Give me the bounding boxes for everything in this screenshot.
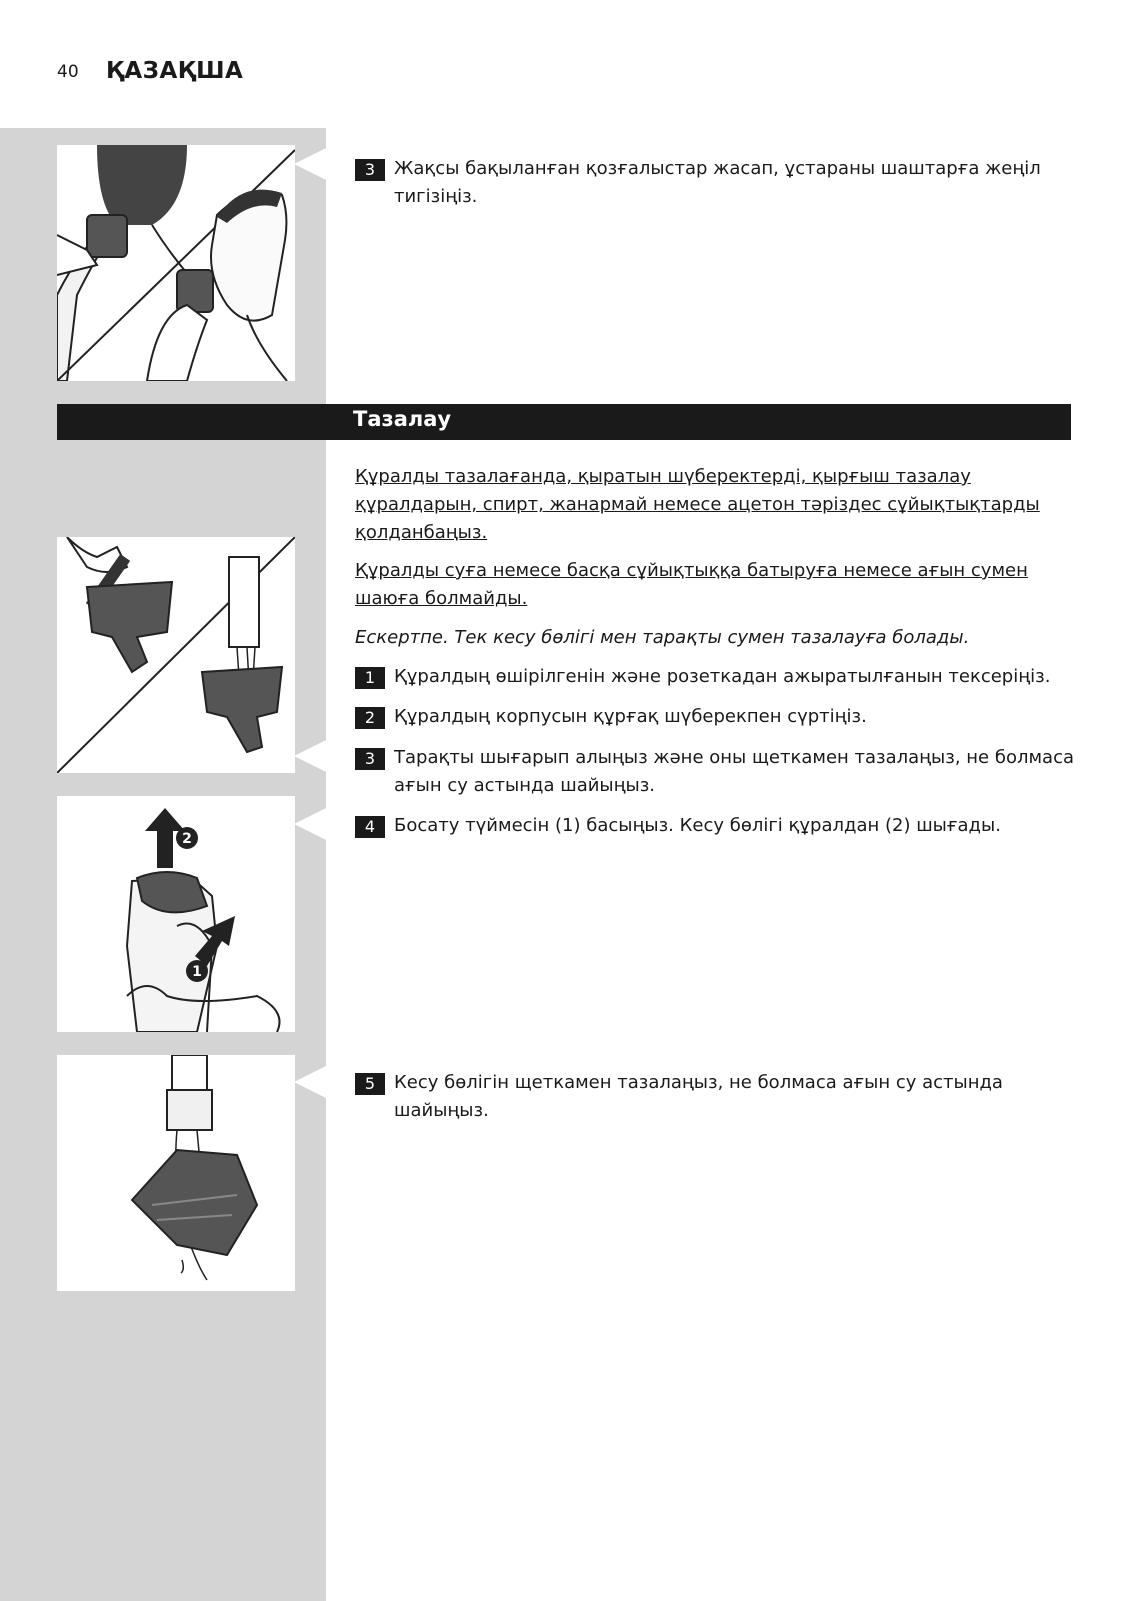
step-text: Құралдың өшірілгенін және розеткадан ажыратылғанын тексеріңіз. <box>394 666 1051 687</box>
pointer-arrow-icon <box>294 1066 326 1098</box>
step-item <box>355 812 1075 840</box>
step-item <box>355 663 1075 691</box>
step-text: Құралдың корпусын құрғақ шүберекпен сүртіңіз. <box>394 706 867 727</box>
step-item <box>355 155 1075 211</box>
step-number: 3 <box>355 159 385 181</box>
step-item <box>355 744 1075 800</box>
step-number: 5 <box>355 1073 385 1095</box>
cutting-unit-rinse-illustration <box>57 1055 295 1291</box>
step-number: 4 <box>355 816 385 838</box>
step-text: Босату түймесін (1) басыңыз. Кесу бөлігі құралдан (2) шығады. <box>394 815 1001 836</box>
haircut-illustration <box>57 145 295 381</box>
note-paragraph: Ескертпе. Тек кесу бөлігі мен тарақты сумен тазалауға болады. <box>355 627 970 648</box>
figure-label-2: 2 <box>182 831 192 847</box>
step-text: Тарақты шығарып алыңыз және оны щеткамен тазалаңыз, не болмаса ағын су астында шайыңыз. <box>394 747 1075 796</box>
step-number: 2 <box>355 707 385 729</box>
step-number: 3 <box>355 748 385 770</box>
section-banner <box>57 404 1071 440</box>
warning-paragraph <box>355 463 1075 547</box>
step-number: 1 <box>355 667 385 689</box>
section-title: Тазалау <box>353 407 452 431</box>
step-text: Кесу бөлігін щеткамен тазалаңыз, не болмаса ағын су астында шайыңыз. <box>394 1072 1003 1121</box>
warning-text: Құралды суға немесе басқа сұйықтыққа батыруға немесе ағын сумен шаюға болмайды. <box>355 560 1028 609</box>
pointer-arrow-icon <box>294 740 326 772</box>
comb-cleaning-illustration <box>57 537 295 773</box>
step-item <box>355 1069 1075 1125</box>
release-button-illustration <box>57 796 295 1032</box>
step-text: Жақсы бақыланған қозғалыстар жасап, ұстараны шаштарға жеңіл тигізіңіз. <box>394 158 1041 207</box>
language-title: ҚАЗАҚША <box>106 58 244 84</box>
step-item <box>355 703 1075 731</box>
pointer-arrow-icon <box>294 148 326 180</box>
warning-text: Құралды тазалағанда, қыратын шүберектерді, қырғыш тазалау құралдарын, спирт, жанармай немесе ацетон тәріздес сұйықтықтарды қолданбаңыз. <box>355 466 1040 543</box>
figure-label-1: 1 <box>192 964 202 980</box>
warning-paragraph <box>355 557 1075 613</box>
page-number: 40 <box>57 62 79 82</box>
pointer-arrow-icon <box>294 808 326 840</box>
